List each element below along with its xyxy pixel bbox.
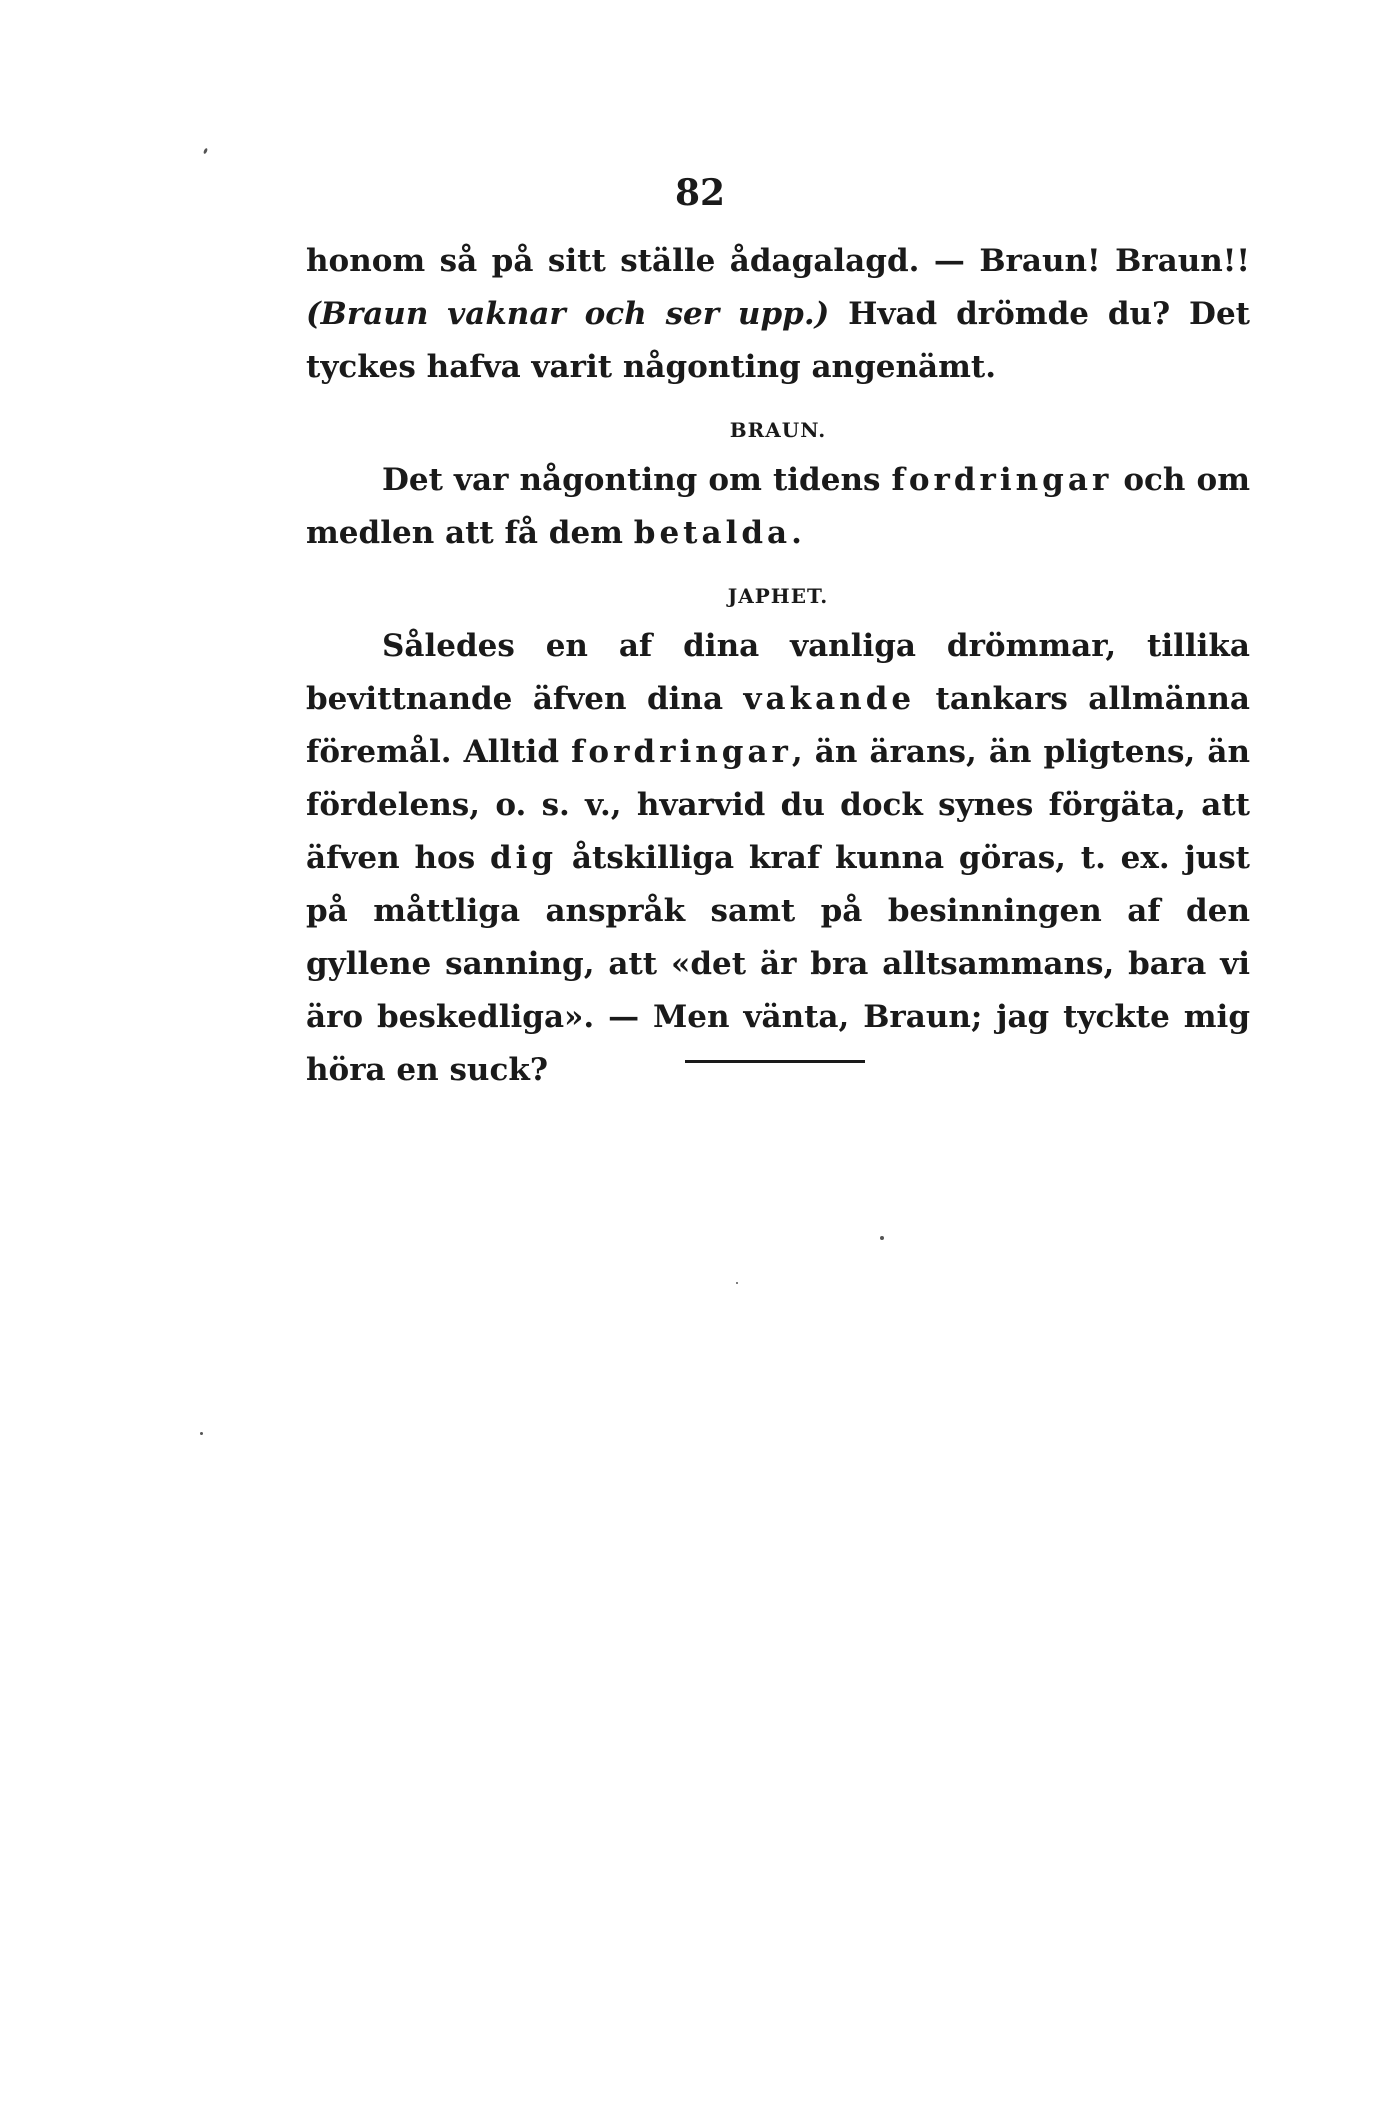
stage-direction: (Braun vaknar och ser upp.) bbox=[306, 296, 830, 332]
print-speck bbox=[736, 1282, 738, 1284]
paragraph-text: Hvad drömde du? Det tyckes hafva varit någonting angenämt. bbox=[306, 296, 1250, 385]
speech-text: . bbox=[791, 515, 802, 551]
speech-text: , än ärans, än pligtens, än fördelens, o. s. v., hvarvid du dock synes förgäta, att äfven hos bbox=[306, 734, 1250, 876]
speaker-braun: BRAUN. bbox=[729, 418, 827, 442]
speaker-japhet: JAPHET. bbox=[727, 584, 829, 608]
opening-paragraph bbox=[306, 235, 1250, 394]
section-divider bbox=[685, 1060, 865, 1063]
emphasis-text: fordringar bbox=[891, 462, 1113, 498]
page-number: 82 bbox=[674, 172, 726, 214]
speech-text: Det var någonting om tidens bbox=[382, 462, 892, 498]
print-speck bbox=[203, 148, 208, 155]
speech-text: och om medlen att få dem bbox=[306, 462, 1250, 551]
speech-japhet bbox=[306, 620, 1250, 1097]
print-speck bbox=[880, 1236, 884, 1240]
speech-braun bbox=[306, 454, 1250, 560]
speech-text: åtskilliga kraf kunna göras, t. ex. just på måttliga anspråk samt på besinningen af den gyllene sanning, att «det är bra alltsammans, bara vi äro beskedliga». — Men vänta, Braun; jag tyckte mig höra en suck? bbox=[306, 840, 1250, 1088]
emphasis-text: betalda bbox=[633, 515, 792, 551]
emphasis-text: fordringar bbox=[571, 734, 792, 770]
print-speck bbox=[200, 1432, 203, 1435]
emphasis-text: vakande bbox=[743, 681, 916, 717]
text-block bbox=[306, 235, 1250, 1097]
speech-text: Således en af dina vanliga drömmar, tillika bevittnande äfven dina bbox=[306, 628, 1250, 717]
speech-text: tankars allmänna föremål. Alltid bbox=[306, 681, 1250, 770]
paragraph-text: honom så på sitt ställe ådagalagd. — Braun! Braun!! bbox=[306, 243, 1250, 279]
emphasis-text: dig bbox=[489, 840, 558, 876]
